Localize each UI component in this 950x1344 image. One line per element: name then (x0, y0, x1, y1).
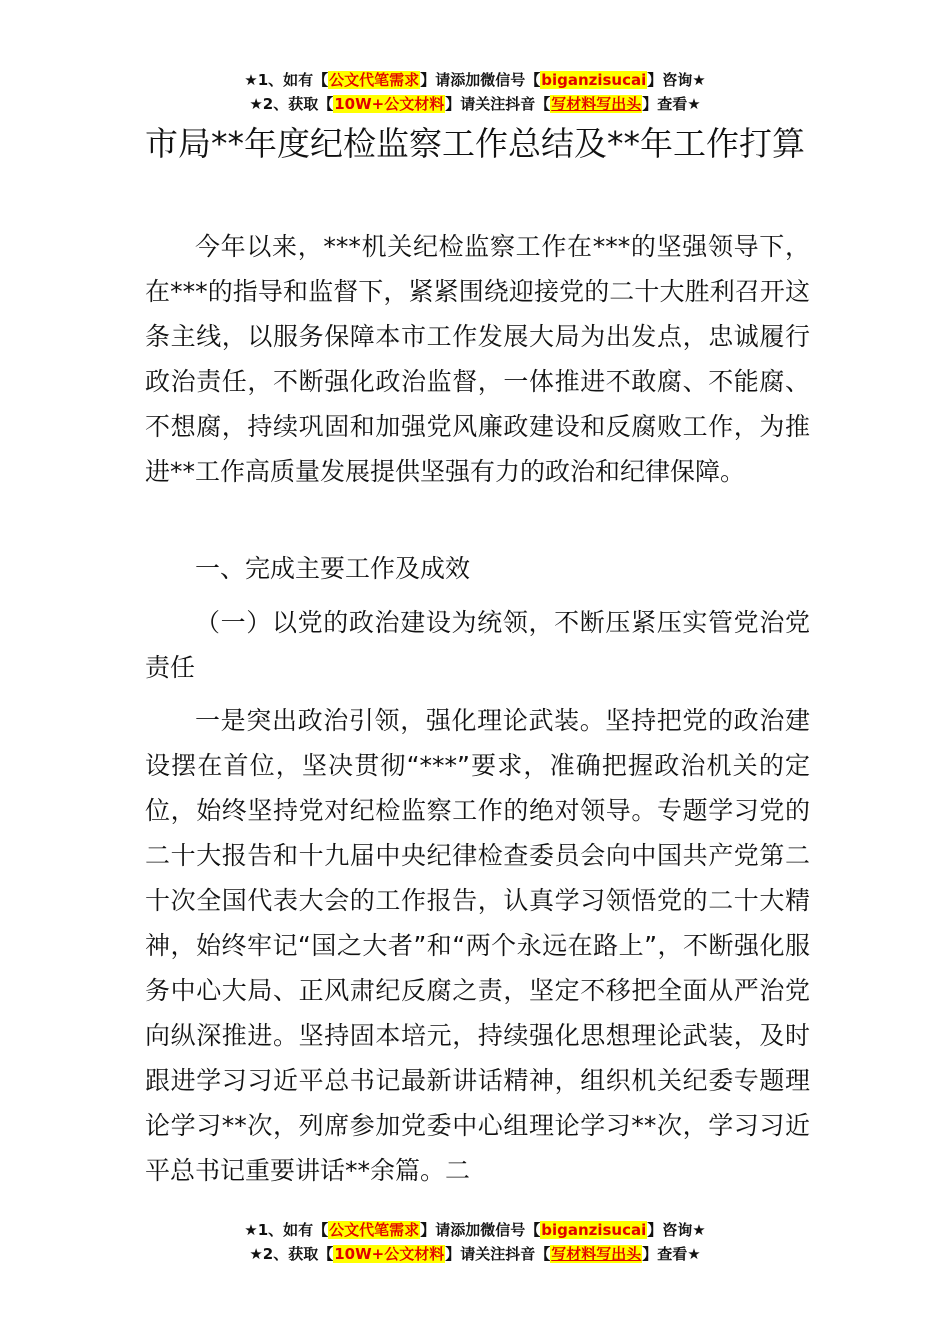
banner-line2-prefix: ★2、获取【 (249, 95, 334, 113)
footer-line2-prefix: ★2、获取【 (249, 1245, 334, 1263)
footer-line1-suffix: 】咨询★ (647, 1221, 706, 1239)
banner-line2-douyin-account[interactable]: 写材料写出头 (551, 95, 642, 113)
footer-line1-prefix: ★1、如有【 (244, 1221, 329, 1239)
footer-banner-line-2 (0, 1242, 950, 1266)
footer-banner (0, 1218, 950, 1266)
footer-line2-highlight-materials: 10W+公文材料 (334, 1245, 445, 1263)
subsection-heading-1: （一）以党的政治建设为统领，不断压紧压实管党治党责任 (145, 608, 810, 682)
banner-line1-suffix: 】咨询★ (647, 71, 706, 89)
footer-line2-suffix: 】查看★ (642, 1245, 701, 1263)
footer-line1-highlight-service: 公文代笔需求 (329, 1221, 420, 1239)
banner-line-2 (0, 92, 950, 116)
document-title: 市局**年度纪检监察工作总结及**年工作打算 (145, 124, 805, 163)
banner-line1-prefix: ★1、如有【 (244, 71, 329, 89)
banner-line1-middle: 】请添加微信号【 (420, 71, 541, 89)
banner-line2-highlight-materials: 10W+公文材料 (334, 95, 445, 113)
header-banner (0, 68, 950, 116)
banner-line1-wechat-id[interactable]: biganzisucai (541, 71, 647, 89)
footer-line1-middle: 】请添加微信号【 (420, 1221, 541, 1239)
paragraph-political-leadership: 一是突出政治引领，强化理论武装。坚持把党的政治建设摆在首位，坚决贯彻“***”要求，准确把握政治机关的定位，始终坚持党对纪检监察工作的绝对领导。专题学习党的二十大报告和十九届中央纪律检查委员会向中国共产党第二十次全国代表大会的工作报告，认真学习领悟党的二十大精神，始终牢记“国之大者”和“两个永远在路上”，不断强化服务中心大局、正风肃纪反腐之责，坚定不移把全面从严治党向纵深推进。坚持固本培元，持续强化思想理论武装，及时跟进学习习近平总书记最新讲话精神，组织机关纪委专题理论学习**次，列席参加党委中心组理论学习**次，学习习近平总书记重要讲话**余篇。二 (145, 706, 810, 1185)
footer-line2-middle: 】请关注抖音【 (445, 1245, 551, 1263)
footer-line2-douyin-account[interactable]: 写材料写出头 (551, 1245, 642, 1263)
banner-line2-middle: 】请关注抖音【 (445, 95, 551, 113)
footer-line1-wechat-id[interactable]: biganzisucai (541, 1221, 647, 1239)
banner-line1-highlight-service: 公文代笔需求 (329, 71, 420, 89)
paragraph-intro: 今年以来，***机关纪检监察工作在***的坚强领导下，在***的指导和监督下，紧紧围绕迎接党的二十大胜利召开这条主线，以服务保障本市工作发展大局为出发点，忠诚履行政治责任，不断强化政治监督，一体推进不敢腐、不能腐、不想腐，持续巩固和加强党风廉政建设和反腐败工作，为推进**工作高质量发展提供坚强有力的政治和纪律保障。 (145, 232, 810, 486)
section-heading-1: 一、完成主要工作及成效 (195, 554, 471, 583)
footer-banner-line-1 (0, 1218, 950, 1242)
banner-line-1 (0, 68, 950, 92)
banner-line2-suffix: 】查看★ (642, 95, 701, 113)
